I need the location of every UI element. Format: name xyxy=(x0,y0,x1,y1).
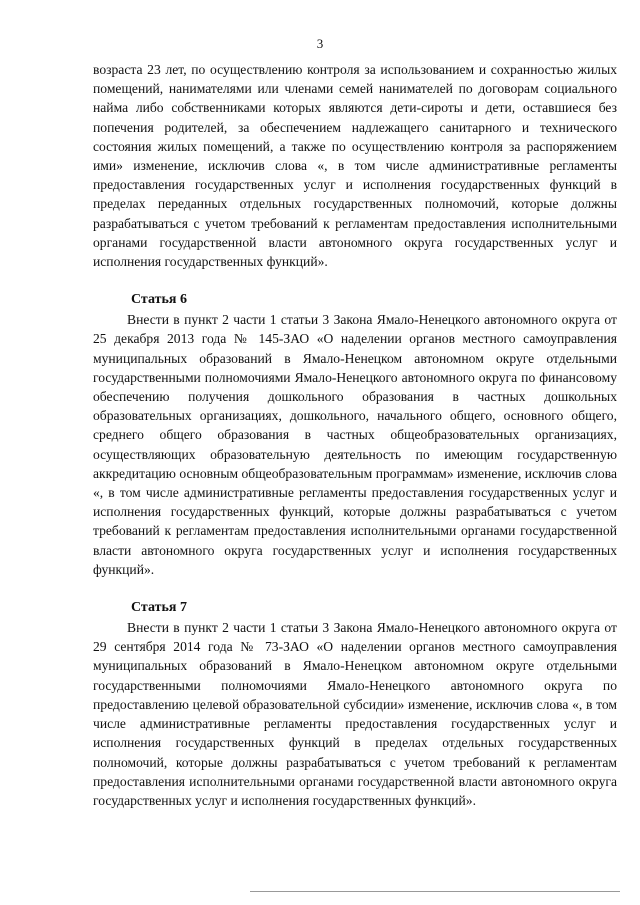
article-6-heading: Статья 6 xyxy=(131,292,187,308)
article-6-text: Внести в пункт 2 части 1 статьи 3 Закона Ямало-Ненецкого автономного округа от 25 декабря 2013 года № 145-ЗАО «О наделении органов местного самоуправления муниципальных образований в Ямало-Ненецком автономном округе отдельными государственными полномочиями Ямало-Ненецкого автономного округа по финансовому обеспечению получения дошкольного образования в частных дошкольных образовательных организациях, дошкольного, начального общего, основного общего, среднего общего образования в частных общеобразовательных организациях, осуществляющих образовательную деятельность по имеющим государственную аккредитацию основным общеобразовательным программам» изменение, исключив слова «, в том числе административные регламенты предоставления государственных услуг и исполнения государственных функций, которые должны разрабатываться с учетом требований к регламентам предоставления исполнительными органами государственной власти автономного округа государственных услуг и исполнения государственных функций». xyxy=(93,312,617,577)
footer-rule xyxy=(250,891,620,892)
article-7-text: Внести в пункт 2 части 1 статьи 3 Закона Ямало-Ненецкого автономного округа от 29 сентября 2014 года № 73-ЗАО «О наделении органов местного самоуправления муниципальных образований в Ямало-Ненецком автономном округе отдельными государственными полномочиями Ямало-Ненецкого автономного округа по предоставлению целевой образовательной субсидии» изменение, исключив слова «, в том числе административные регламенты предоставления государственных услуг и исполнения государственных функций в пределах отдельных государственных полномочий, которые должны разрабатываться с учетом требований к регламентам предоставления исполнительными органами государственной власти автономного округа государственных услуг и исполнения государственных функций». xyxy=(93,620,617,808)
article-7-heading: Статья 7 xyxy=(131,600,187,616)
opening-paragraph: возраста 23 лет, по осуществлению контроля за использованием и сохранностью жилых помещений, нанимателями или членами семей нанимателей по договорам социального найма либо собственниками которых являются дети-сироты и дети, оставшиеся без попечения родителей, за обеспечением надлежащего санитарного и технического состояния жилых помещений, а также по осуществлению контроля за распоряжением ими» изменение, исключив слова «, в том числе административные регламенты предоставления государственных услуг и исполнения государственных функций в пределах переданных отдельных государственных полномочий, которые должны разрабатываться с учетом требований к регламентам предоставления исполнительными органами государственной власти автономного округа государственных услуг и исполнения государственных функций». xyxy=(93,62,617,270)
document-body xyxy=(93,60,617,810)
page-number: 3 xyxy=(316,36,324,51)
